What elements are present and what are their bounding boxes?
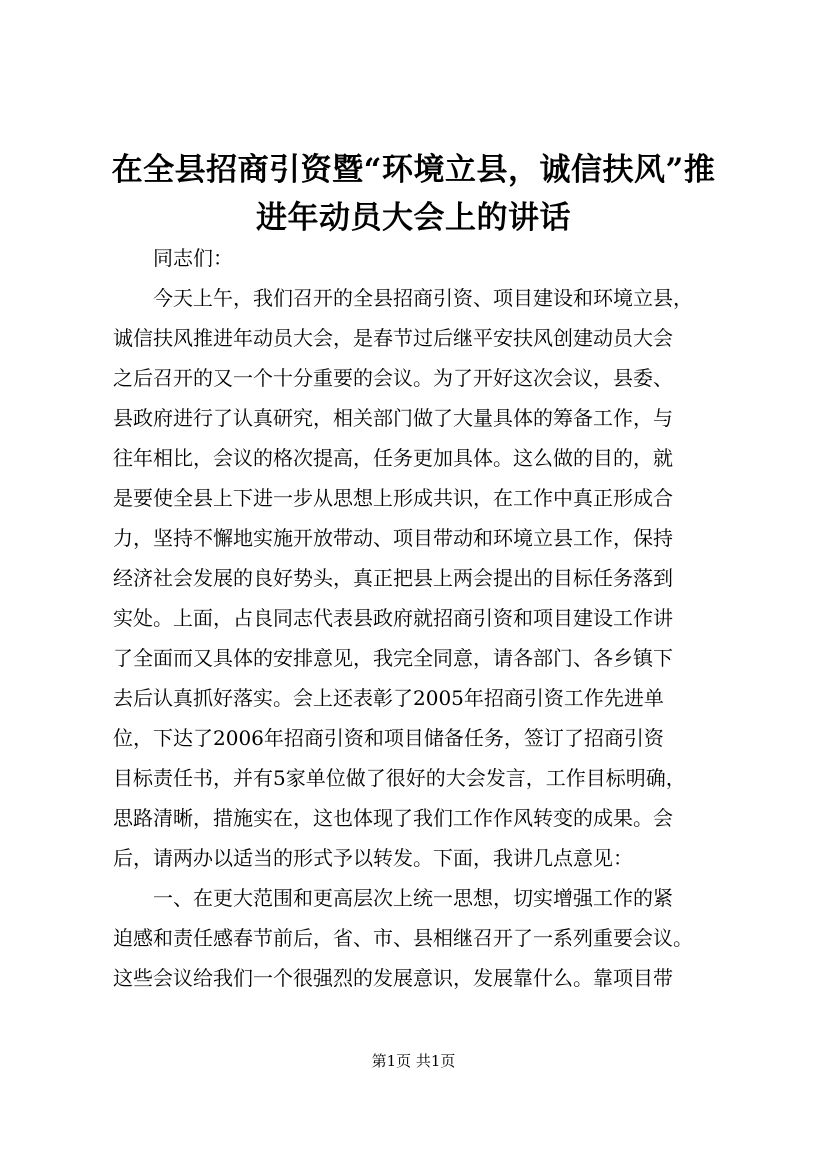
document-title — [100, 146, 727, 242]
paragraph-line: 思路清晰，措施实在，这也体现了我们工作作风转变的成果。会 — [113, 806, 673, 830]
paragraph-line: 这些会议给我们一个很强烈的发展意识，发展靠什么。靠项目带 — [113, 966, 673, 990]
document-body — [113, 238, 723, 998]
paragraph-line: 了全面而又具体的安排意见，我完全同意，请各部门、各乡镇下 — [113, 646, 673, 670]
paragraph-line: 力，坚持不懈地实施开放带动、项目带动和环境立县工作，保持 — [113, 526, 673, 550]
paragraph-line: 往年相比，会议的格次提高，任务更加具体。这么做的目的，就 — [113, 446, 673, 470]
paragraph-line: 诚信扶风推进年动员大会，是春节过后继平安扶风创建动员大会 — [113, 326, 673, 350]
paragraph-line: 经济社会发展的良好势头，真正把县上两会提出的目标任务落到 — [113, 566, 673, 590]
paragraph-line: 实处。上面，占良同志代表县政府就招商引资和项目建设工作讲 — [113, 606, 673, 630]
paragraph-line: 位，下达了2006年招商引资和项目储备任务，签订了招商引资 — [113, 726, 664, 750]
paragraph-1 — [113, 278, 723, 878]
page-footer: 第1页 共1页 — [371, 1052, 456, 1070]
paragraph-line: 一、在更大范围和更高层次上统一思想，切实增强工作的紧 — [153, 886, 673, 910]
title-line: 在全县招商引资暨“环境立县，诚信扶风”推 — [111, 152, 716, 188]
paragraph-line: 之后召开的又一个十分重要的会议。为了开好这次会议，县委、 — [113, 366, 673, 390]
paragraph-line: 去后认真抓好落实。会上还表彰了2005年招商引资工作先进单 — [113, 686, 664, 710]
paragraph-line: 今天上午，我们召开的全县招商引资、项目建设和环境立县， — [153, 286, 693, 310]
paragraph-line: 是要使全县上下进一步从思想上形成共识，在工作中真正形成合 — [113, 486, 673, 510]
paragraph-line: 迫感和责任感春节前后，省、市、县相继召开了一系列重要会议。 — [113, 926, 693, 950]
paragraph-line: 目标责任书，并有5家单位做了很好的大会发言，工作目标明确， — [113, 766, 686, 790]
salutation: 同志们： — [153, 246, 233, 270]
paragraph-line: 后，请两办以适当的形式予以转发。下面，我讲几点意见： — [113, 846, 633, 870]
title-line: 进年动员大会上的讲话 — [256, 200, 571, 236]
paragraph-2 — [113, 878, 723, 998]
paragraph-line: 县政府进行了认真研究，相关部门做了大量具体的筹备工作，与 — [113, 406, 673, 430]
